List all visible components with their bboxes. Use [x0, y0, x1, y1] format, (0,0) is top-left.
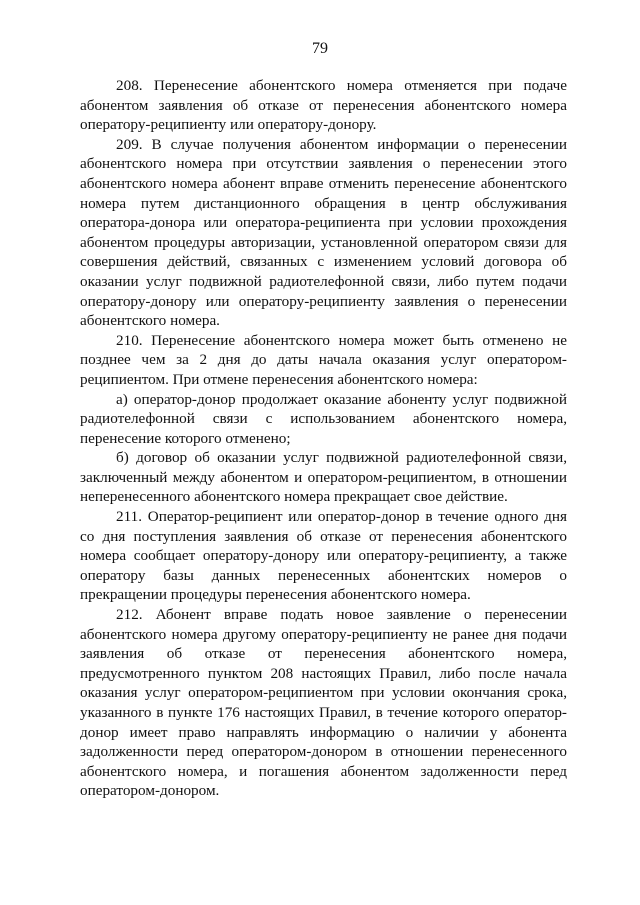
- paragraph-211: 211. Оператор-реципиент или оператор-донор в течение одного дня со дня поступления заявления об отказе от перенесения абонентского номера сообщает оператору-донору или оператору-реципиенту, а также оператору базы данных перенесенных абонентских номеров о прекращении процедуры перенесения абонентского номера.: [80, 508, 567, 604]
- page-number: 79: [312, 40, 328, 57]
- paragraph-208: 208. Перенесение абонентского номера отменяется при подаче абонентом заявления об отказе от перенесения абонентского номера оператору-реципиенту или оператору-донору.: [80, 77, 567, 134]
- paragraph-210-item-b: б) договор об оказании услуг подвижной радиотелефонной связи, заключенный между абонентом и оператором-реципиентом, в отношении неперенесенного абонентского номера прекращает свое действие.: [80, 449, 567, 506]
- paragraph-210: 210. Перенесение абонентского номера может быть отменено не позднее чем за 2 дня до даты начала оказания услуг оператором-реципиентом. При отмене перенесения абонентского номера:: [80, 331, 567, 388]
- document-body: [80, 76, 567, 801]
- paragraph-210-item-a: а) оператор-донор продолжает оказание абоненту услуг подвижной радиотелефонной связи с использованием абонентского номера, перенесение которого отменено;: [80, 390, 567, 447]
- paragraph-209: 209. В случае получения абонентом информации о перенесении абонентского номера при отсутствии заявления о перенесении этого абонентского номера абонент вправе отменить перенесение абонентского номера путем дистанционного обращения в центр обслуживания оператора-донора или оператора-реципиента при условии прохождения абонентом процедуры авторизации, установленной оператором связи для совершения действий, связанных с изменением условий договора об оказании услуг подвижной радиотелефонной связи, либо путем подачи оператору-донору или оператору-реципиенту заявления о перенесении абонентского номера.: [80, 135, 567, 330]
- paragraph-212: 212. Абонент вправе подать новое заявление о перенесении абонентского номера другому оператору-реципиенту не ранее дня подачи заявления об отказе от перенесения абонентского номера, предусмотренного пунктом 208 настоящих Правил, либо после начала оказания услуг оператором-реципиентом при условии окончания срока, указанного в пункте 176 настоящих Правил, в течение которого оператор-донор имеет право направлять информацию о наличии у абонента задолженности перед оператором-донором в отношении перенесенного абонентского номера, и погашения абонентом задолженности перед оператором-донором.: [80, 606, 567, 800]
